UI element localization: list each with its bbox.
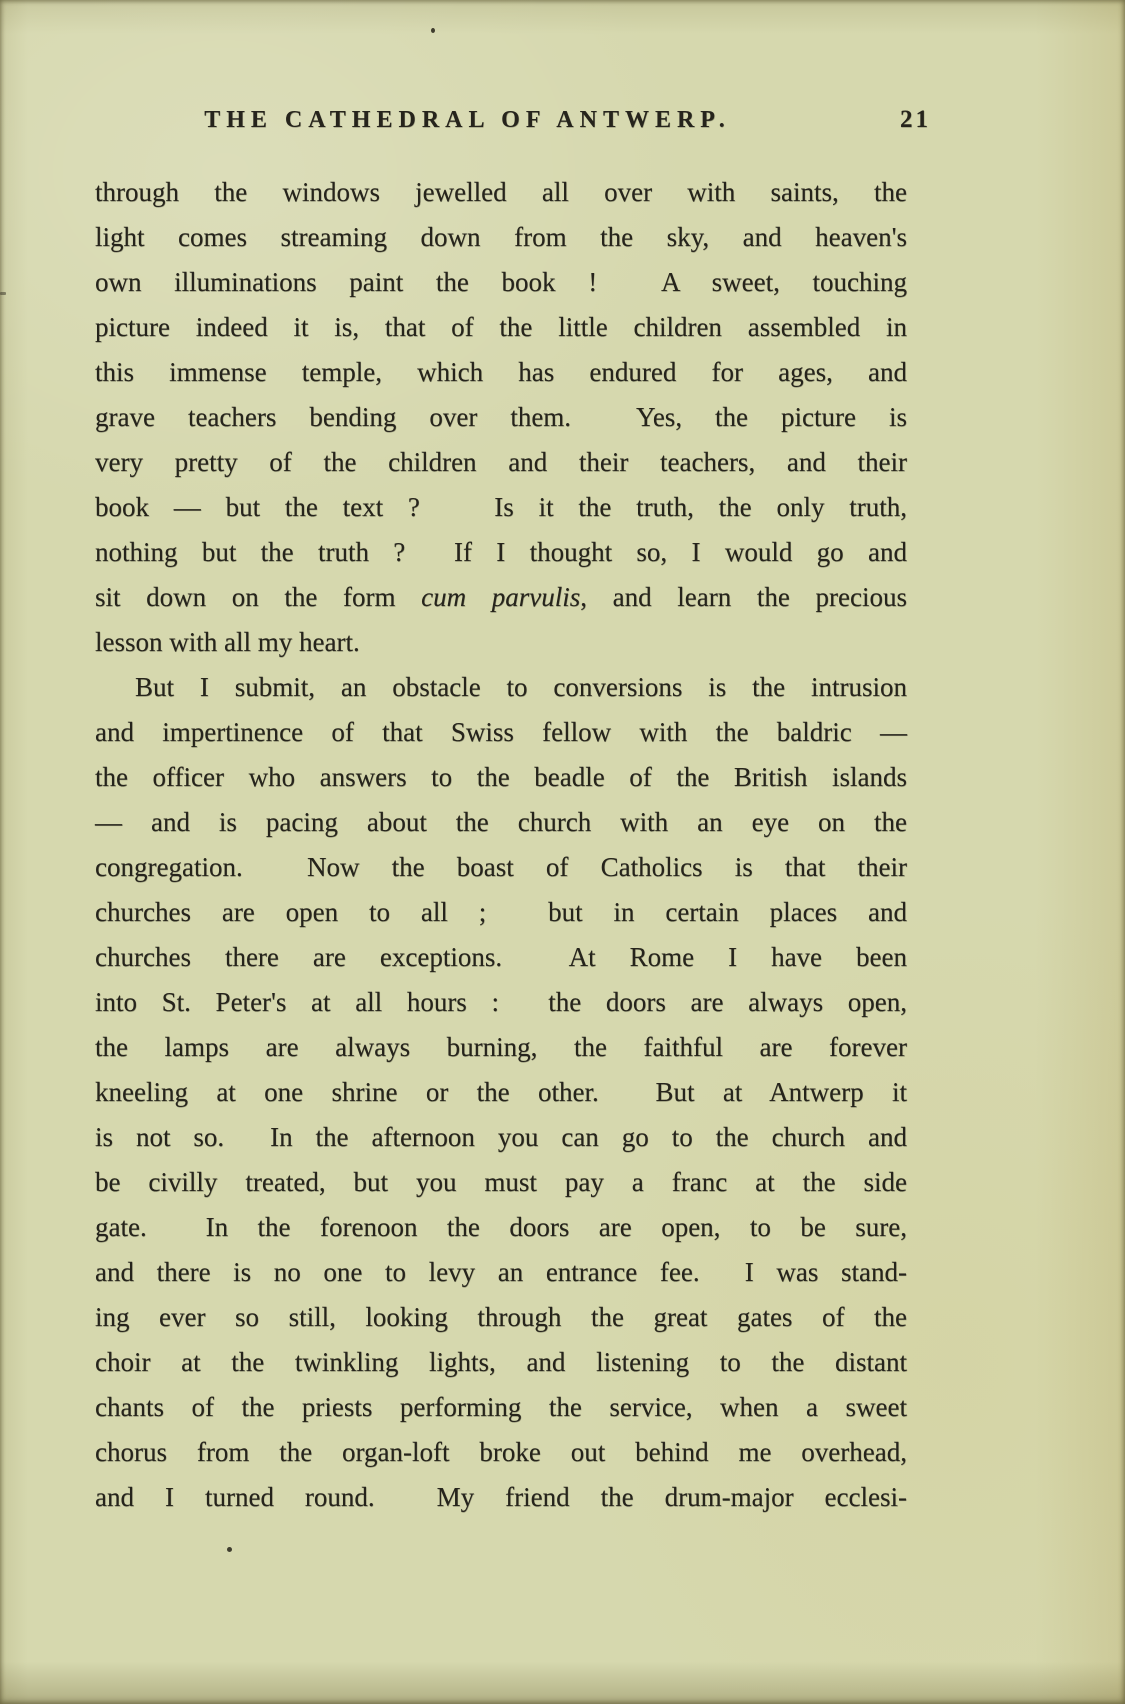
page-header xyxy=(95,106,931,134)
text-segment: very pretty of the children and their teachers, and their xyxy=(95,447,907,477)
text-segment: churches are open to all ; but in certain places and xyxy=(95,897,907,927)
italic-phrase: cum parvulis xyxy=(421,582,581,612)
running-title: THE CATHEDRAL OF ANTWERP. xyxy=(204,107,731,133)
text-line xyxy=(95,1295,907,1340)
text-segment: be civilly treated, but you must pay a franc at the side xyxy=(95,1167,907,1197)
text-line xyxy=(95,575,907,620)
text-segment: chorus from the organ-loft broke out behind me overhead, xyxy=(95,1437,907,1467)
text-line xyxy=(95,800,907,845)
text-segment: churches there are exceptions. At Rome I have been xyxy=(95,942,907,972)
text-line xyxy=(95,1340,907,1385)
text-segment: is not so. In the afternoon you can go to the church and xyxy=(95,1122,907,1152)
text-segment: and I turned round. My friend the drum-major ecclesi- xyxy=(95,1482,907,1512)
text-line xyxy=(95,1250,907,1295)
text-line xyxy=(95,395,907,440)
text-line xyxy=(95,1475,907,1520)
text-segment: congregation. Now the boast of Catholics is that their xyxy=(95,852,907,882)
ink-speck xyxy=(227,1547,232,1552)
text-segment: — and is pacing about the church with an eye on the xyxy=(95,807,907,837)
body-text xyxy=(95,170,907,1520)
text-line xyxy=(95,1385,907,1430)
text-line xyxy=(95,440,907,485)
text-segment: own illuminations paint the book ! A sweet, touching xyxy=(95,267,907,297)
text-segment: through the windows jewelled all over with saints, the xyxy=(95,177,907,207)
text-line xyxy=(95,935,907,980)
text-segment: sit down on the form xyxy=(95,582,422,612)
text-line xyxy=(95,890,907,935)
text-line xyxy=(95,1115,907,1160)
text-line xyxy=(95,485,907,530)
text-line xyxy=(95,1205,907,1250)
ink-speck xyxy=(0,292,6,295)
text-segment: choir at the twinkling lights, and listening to the distant xyxy=(95,1347,907,1377)
text-line xyxy=(95,1430,907,1475)
text-line xyxy=(95,755,907,800)
text-line xyxy=(95,980,907,1025)
text-segment: the lamps are always burning, the faithful are forever xyxy=(95,1032,907,1062)
text-segment: book — but the text ? Is it the truth, the only truth, xyxy=(95,492,907,522)
text-segment: picture indeed it is, that of the little children assembled in xyxy=(95,312,907,342)
text-segment: the officer who answers to the beadle of the British islands xyxy=(95,762,907,792)
text-segment: ing ever so still, looking through the great gates of the xyxy=(95,1302,907,1332)
text-line xyxy=(95,530,907,575)
page-number: 21 xyxy=(900,106,931,133)
text-segment: into St. Peter's at all hours : the doors are always open, xyxy=(95,987,907,1017)
text-segment: and impertinence of that Swiss fellow with the baldric — xyxy=(95,717,907,747)
text-line xyxy=(95,620,907,665)
text-segment: kneeling at one shrine or the other. But at Antwerp it xyxy=(95,1077,907,1107)
text-line xyxy=(95,215,907,260)
text-segment: grave teachers bending over them. Yes, the picture is xyxy=(95,402,907,432)
ink-speck xyxy=(431,28,435,33)
text-line xyxy=(95,845,907,890)
text-segment: this immense temple, which has endured for ages, and xyxy=(95,357,907,387)
text-segment: , and learn the precious xyxy=(580,582,907,612)
text-segment: chants of the priests performing the service, when a sweet xyxy=(95,1392,907,1422)
text-segment: But I submit, an obstacle to conversions is the intrusion xyxy=(135,672,907,702)
text-line xyxy=(95,1025,907,1070)
text-line xyxy=(95,350,907,395)
text-line xyxy=(95,260,907,305)
text-line xyxy=(95,305,907,350)
text-line xyxy=(95,1160,907,1205)
text-segment: and there is no one to levy an entrance fee. I was stand- xyxy=(95,1257,907,1287)
text-segment: gate. In the forenoon the doors are open, to be sure, xyxy=(95,1212,907,1242)
text-line xyxy=(95,710,907,755)
text-line xyxy=(95,1070,907,1115)
text-segment: lesson with all my heart. xyxy=(95,627,360,657)
text-line xyxy=(95,665,907,710)
text-segment: light comes streaming down from the sky, and heaven's xyxy=(95,222,907,252)
text-segment: nothing but the truth ? If I thought so, I would go and xyxy=(95,537,907,567)
text-line xyxy=(95,170,907,215)
